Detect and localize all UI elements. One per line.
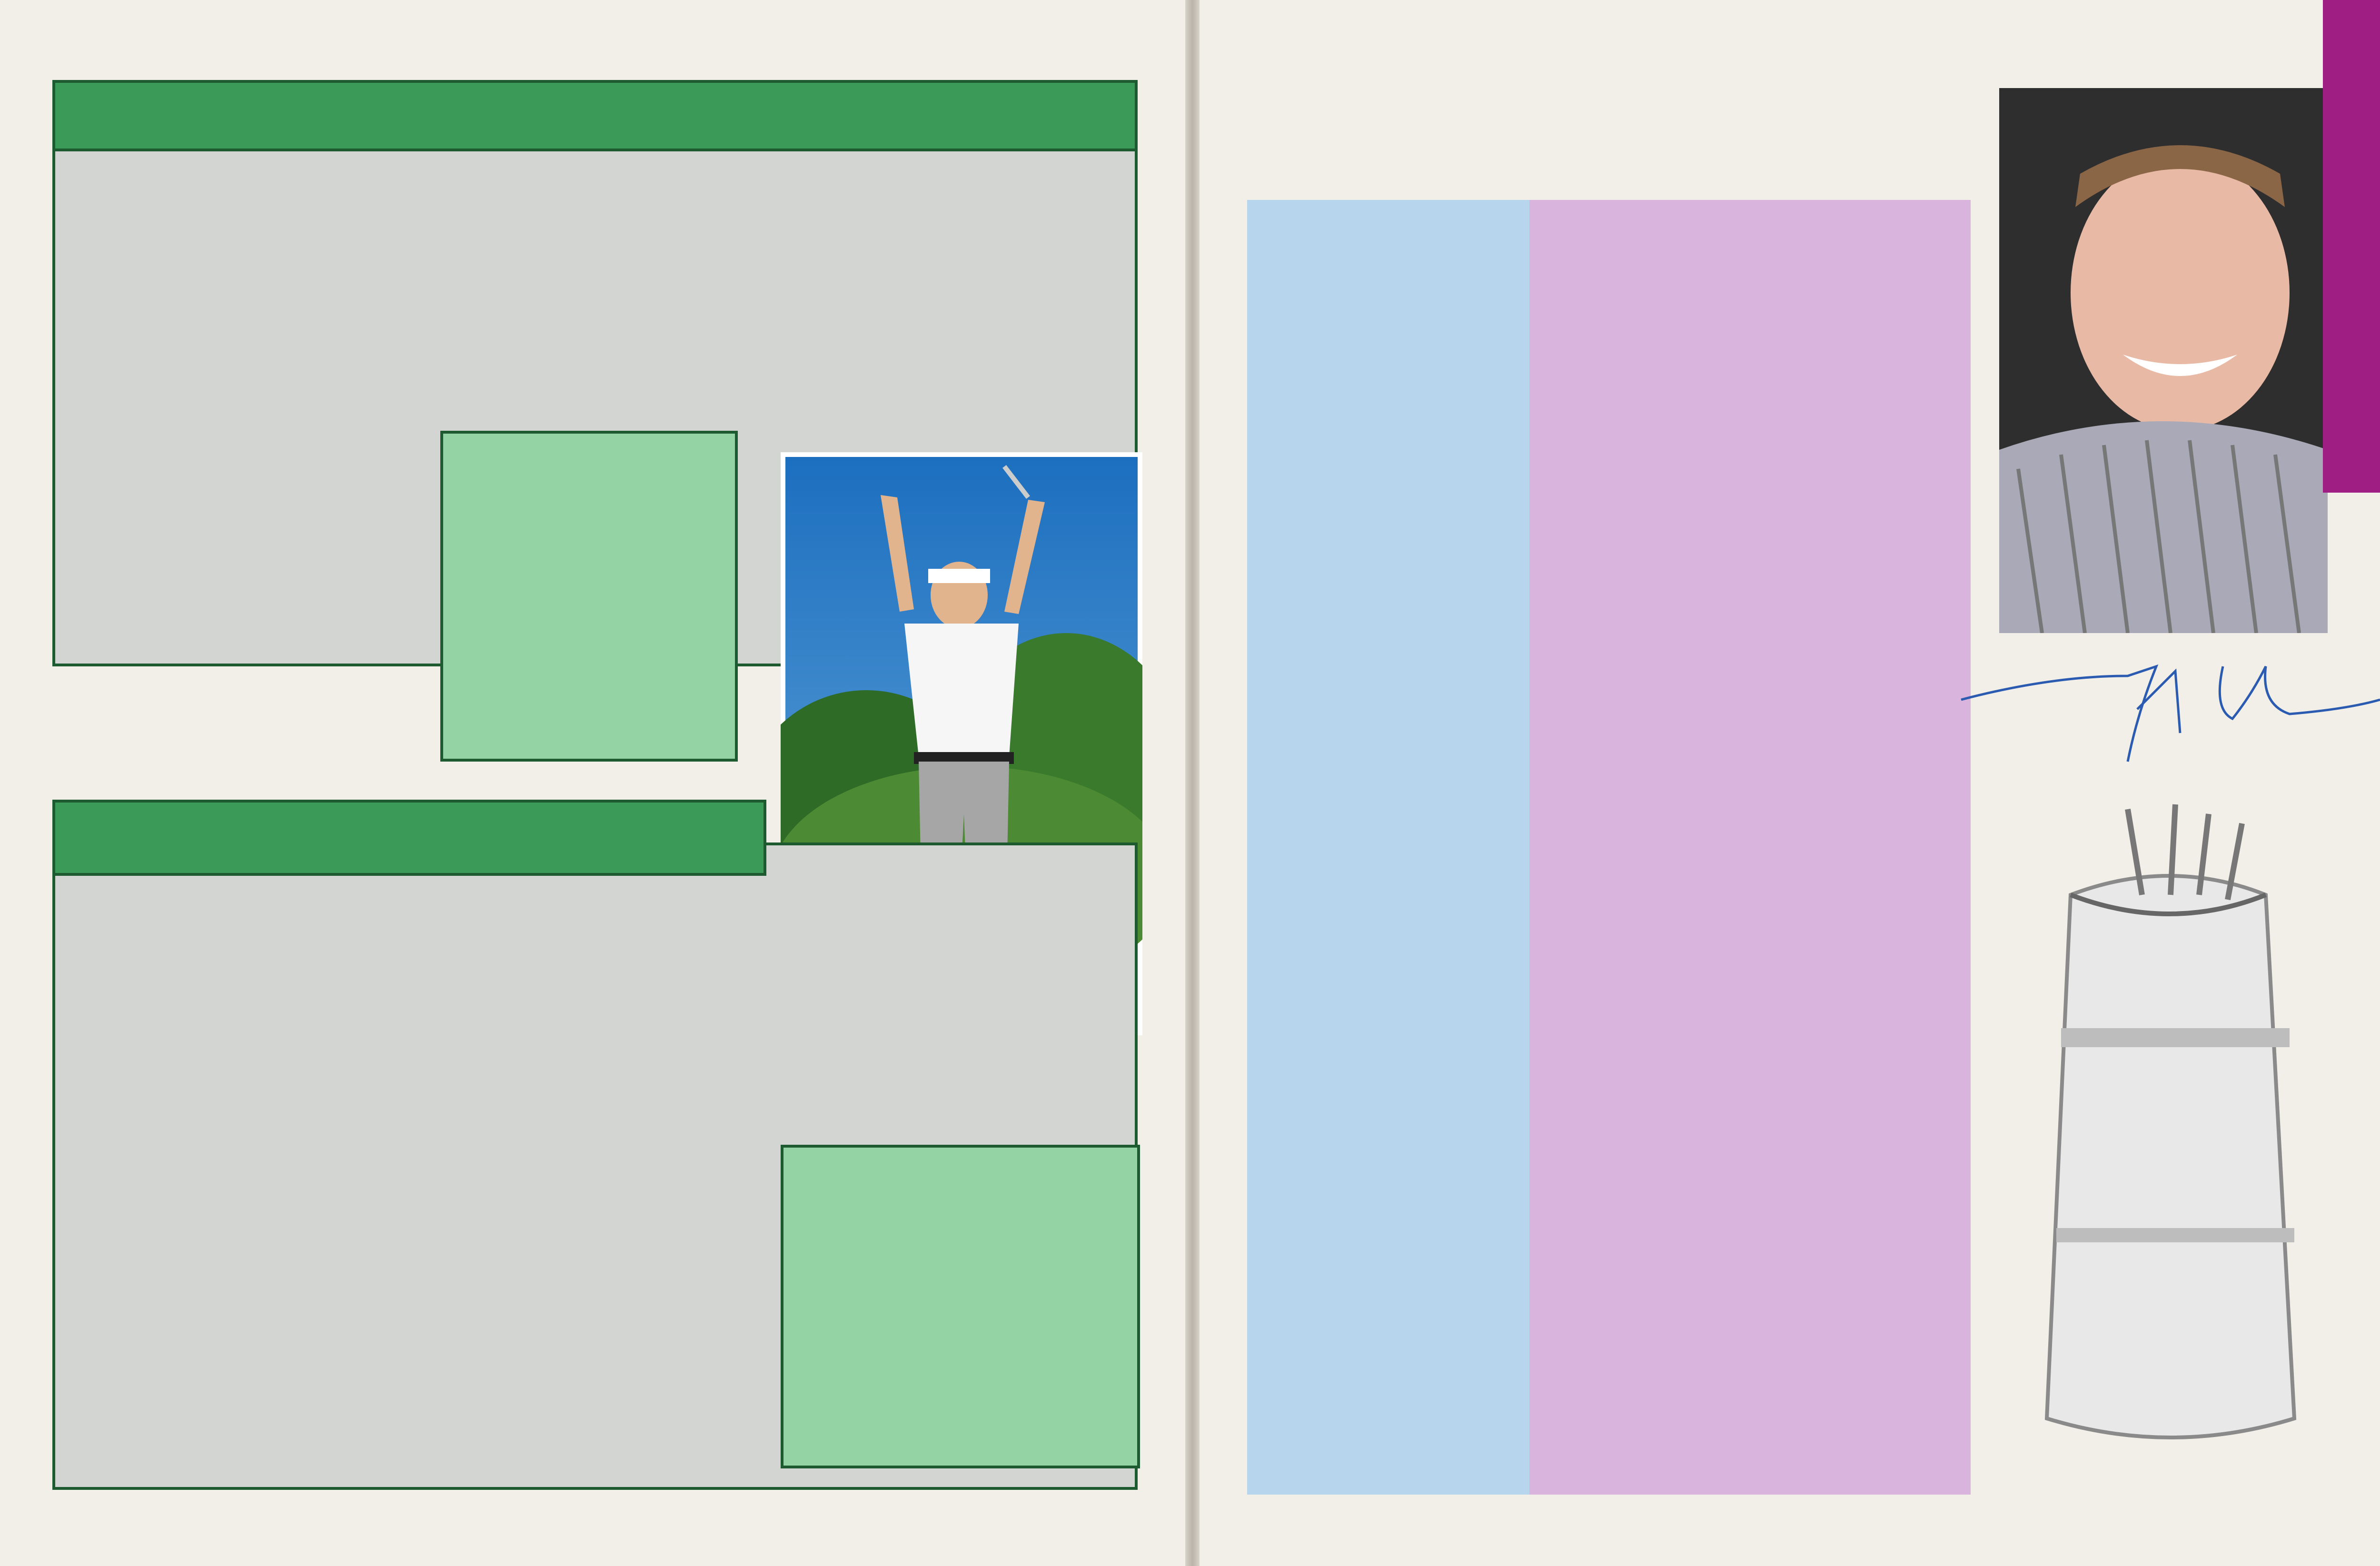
- portrait-tab-label: [2323, 29, 2380, 314]
- us-seniors-money-list-rows: [783, 1162, 1137, 1166]
- marco-scopetta-photo: [1999, 88, 2328, 633]
- official-money-list-rows: [443, 448, 735, 452]
- us-seniors-money-list: [781, 1145, 1140, 1468]
- section-vertical-label: [14, 62, 52, 452]
- right-page: [1200, 0, 2380, 1566]
- official-money-list: [440, 431, 738, 762]
- smiling-man-image: [1999, 88, 2328, 633]
- left-page: [0, 0, 1185, 1566]
- pga-tour-header: [52, 80, 1138, 151]
- signature-image: [1956, 638, 2380, 781]
- dans-mon-sac: [2104, 1095, 2313, 1103]
- us-senior-tour-header: [52, 800, 766, 876]
- questionnaire-panel: [1247, 200, 1971, 1495]
- golf-bag-image: [1999, 800, 2342, 1466]
- spine-gutter: [1185, 0, 1200, 1566]
